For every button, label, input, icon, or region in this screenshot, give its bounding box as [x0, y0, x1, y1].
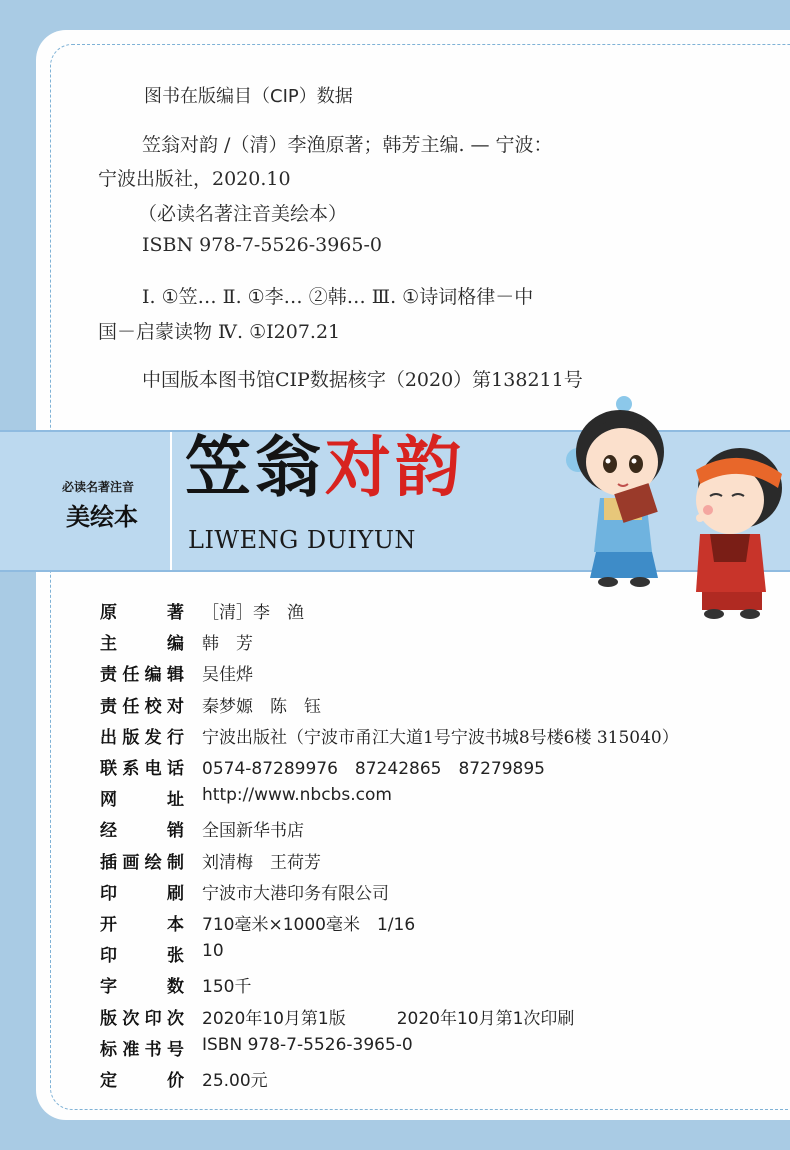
info-key: 印 刷	[100, 883, 184, 904]
children-illustration	[560, 392, 790, 632]
info-value: 韩 芳	[202, 634, 253, 655]
info-key: 字 数	[100, 977, 184, 998]
info-value: 刘清梅 王荷芳	[202, 852, 321, 873]
girl-figure	[566, 396, 664, 587]
cip-line: （必读名著注音美绘本）	[138, 203, 348, 225]
book-title-black: 笠翁	[185, 428, 325, 506]
info-key: 责任校对	[100, 696, 184, 717]
info-key: 开 本	[100, 915, 184, 935]
info-value: 秦梦嫄 陈 钰	[202, 696, 321, 717]
info-key: 插画绘制	[100, 852, 184, 873]
info-value: 全国新华书店	[202, 821, 304, 842]
info-value: 10	[202, 941, 224, 962]
info-value: 吴佳烨	[202, 665, 253, 686]
cip-line: 笠翁对韵 /（清）李渔原著；韩芳主编. — 宁波：	[142, 134, 553, 156]
info-value: ISBN 978-7-5526-3965-0	[202, 1034, 413, 1055]
info-key: 主 编	[100, 634, 184, 655]
info-key: 网 址	[100, 790, 184, 811]
boy-figure	[696, 448, 782, 619]
series-name: 必读名著注音	[62, 480, 135, 494]
cip-line: Ⅰ. ①笠… Ⅱ. ①李… ②韩… Ⅲ. ①诗词格律－中	[142, 286, 534, 308]
cip-line: 宁波出版社，2020.10	[98, 168, 291, 190]
info-value: 710毫米×1000毫米 1/16	[202, 915, 416, 935]
info-value: 0574-87289976 87242865 87279895	[202, 759, 545, 779]
info-key: 标准书号	[100, 1039, 184, 1060]
info-value: 25.00元	[202, 1071, 268, 1091]
info-key: 定 价	[100, 1071, 184, 1091]
info-key: 原 著	[100, 603, 184, 623]
info-value: 2020年10月第1版 2020年10月第1次印刷	[202, 1008, 575, 1029]
info-value: ［清］李 渔	[202, 603, 304, 623]
info-key: 责任编辑	[100, 665, 184, 686]
cip-line: 中国版本图书馆CIP数据核字（2020）第138211号	[142, 369, 583, 391]
cip-line: 国－启蒙读物 Ⅳ. ①I207.21	[98, 321, 341, 343]
series-label: 美绘本	[66, 503, 138, 531]
cip-heading: 图书在版编目（CIP）数据	[144, 86, 353, 107]
info-key: 出版发行	[100, 727, 184, 748]
book-title-red: 对韵	[325, 428, 465, 506]
info-key: 印 张	[100, 946, 184, 967]
info-key: 联系电话	[100, 759, 184, 779]
info-key: 版次印次	[100, 1008, 184, 1029]
cip-line: ISBN 978-7-5526-3965-0	[142, 234, 382, 256]
info-value: http://www.nbcbs.com	[202, 785, 392, 806]
info-value: 150千	[202, 977, 252, 998]
book-title	[185, 428, 465, 506]
info-value: 宁波市大港印务有限公司	[202, 883, 389, 904]
book-title-pinyin: LIWENG DUIYUN	[188, 526, 416, 554]
cip-block	[0, 0, 790, 430]
info-key: 经 销	[100, 821, 184, 842]
info-value: 宁波出版社（宁波市甬江大道1号宁波书城8号楼6楼 315040）	[202, 727, 679, 748]
